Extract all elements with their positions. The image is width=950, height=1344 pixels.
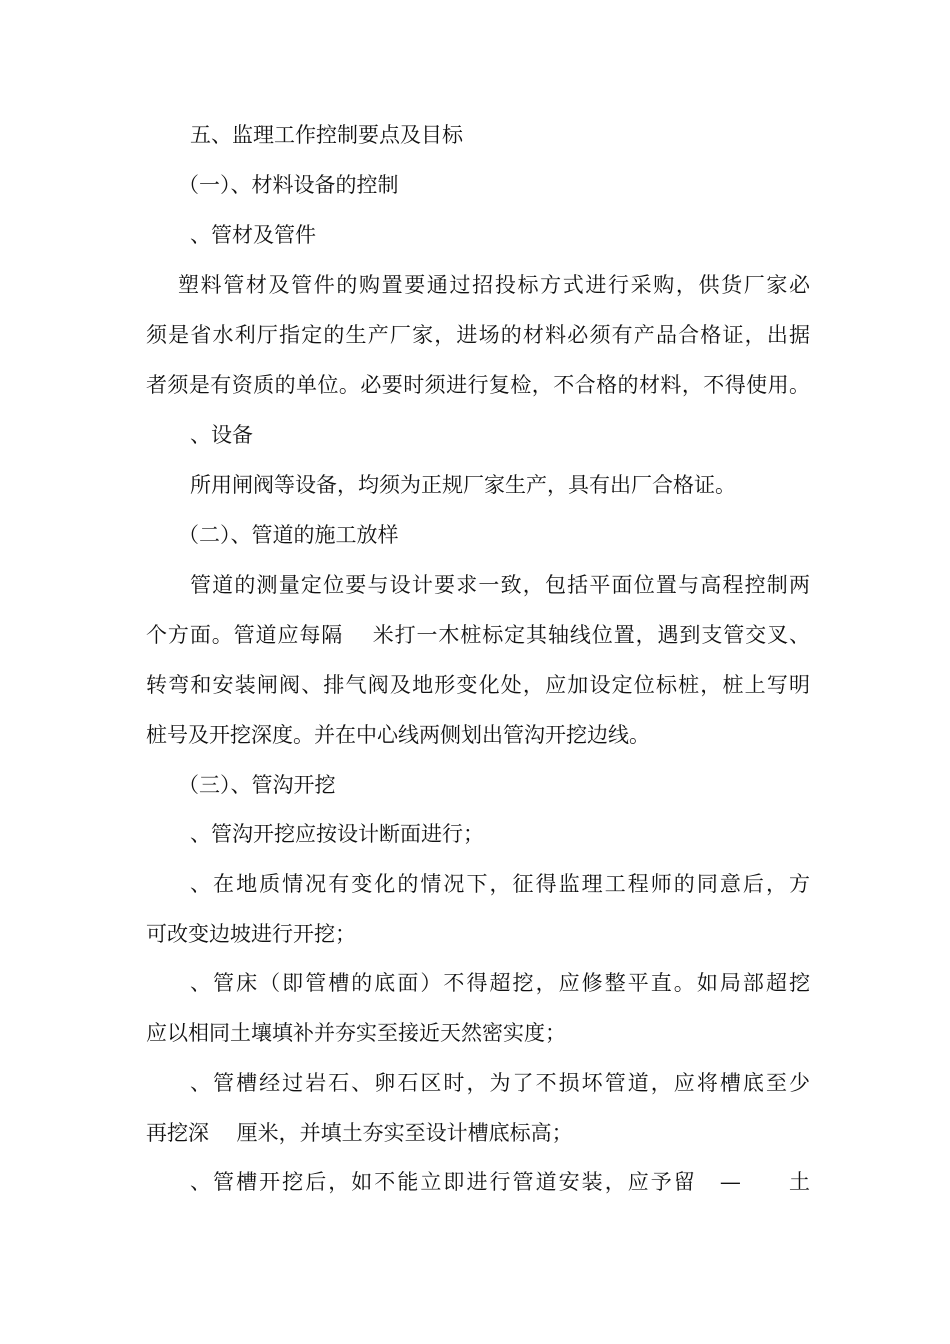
paragraph-line: 转弯和安装闸阀、排气阀及地形变化处，应加设定位标桩，桩上写明 bbox=[146, 673, 810, 697]
list-item: 、管沟开挖应按设计断面进行； bbox=[190, 822, 484, 846]
paragraph-line: 管道的测量定位要与设计要求一致，包括平面位置与高程控制两 bbox=[190, 573, 810, 597]
subsection-heading: （一）、材料设备的控制 bbox=[178, 173, 399, 197]
item-heading: 、管材及管件 bbox=[190, 223, 316, 247]
paragraph-line: 所用闸阀等设备，均须为正规厂家生产，具有出厂合格证。 bbox=[190, 473, 736, 497]
subsection-heading: （二）、管道的施工放样 bbox=[178, 523, 399, 547]
paragraph-line: 者须是有资质的单位。必要时须进行复检，不合格的材料，不得使用。 bbox=[146, 373, 810, 397]
item-heading: 、设备 bbox=[190, 423, 253, 447]
list-item: 、在地质情况有变化的情况下，征得监理工程师的同意后，方 bbox=[190, 872, 810, 896]
list-item: 、管槽经过岩石、卵石区时，为了不损坏管道，应将槽底至少 bbox=[190, 1071, 810, 1095]
list-item: 、管床（即管槽的底面）不得超挖，应修整平直。如局部超挖 bbox=[190, 971, 810, 995]
list-item: 、管槽开挖后，如不能立即进行管道安装，应予留 — 土 bbox=[190, 1170, 810, 1194]
paragraph-line: 桩号及开挖深度。并在中心线两侧划出管沟开挖边线。 bbox=[146, 723, 650, 747]
paragraph-line: 须是省水利厅指定的生产厂家，进场的材料必须有产品合格证，出据 bbox=[146, 323, 810, 347]
subsection-heading: （三）、管沟开挖 bbox=[178, 773, 336, 797]
section-heading: 五、监理工作控制要点及目标 bbox=[190, 123, 463, 147]
list-item-continuation: 可改变边坡进行开挖； bbox=[146, 922, 356, 946]
paragraph-line: 个方面。管道应每隔 米打一木桩标定其轴线位置，遇到支管交叉、 bbox=[146, 623, 810, 647]
paragraph-line: 塑料管材及管件的购置要通过招投标方式进行采购，供货厂家必 bbox=[178, 273, 810, 297]
list-item-continuation: 应以相同土壤填补并夯实至接近天然密实度； bbox=[146, 1021, 566, 1045]
list-item-continuation: 再挖深 厘米，并填土夯实至设计槽底标高； bbox=[146, 1121, 573, 1145]
